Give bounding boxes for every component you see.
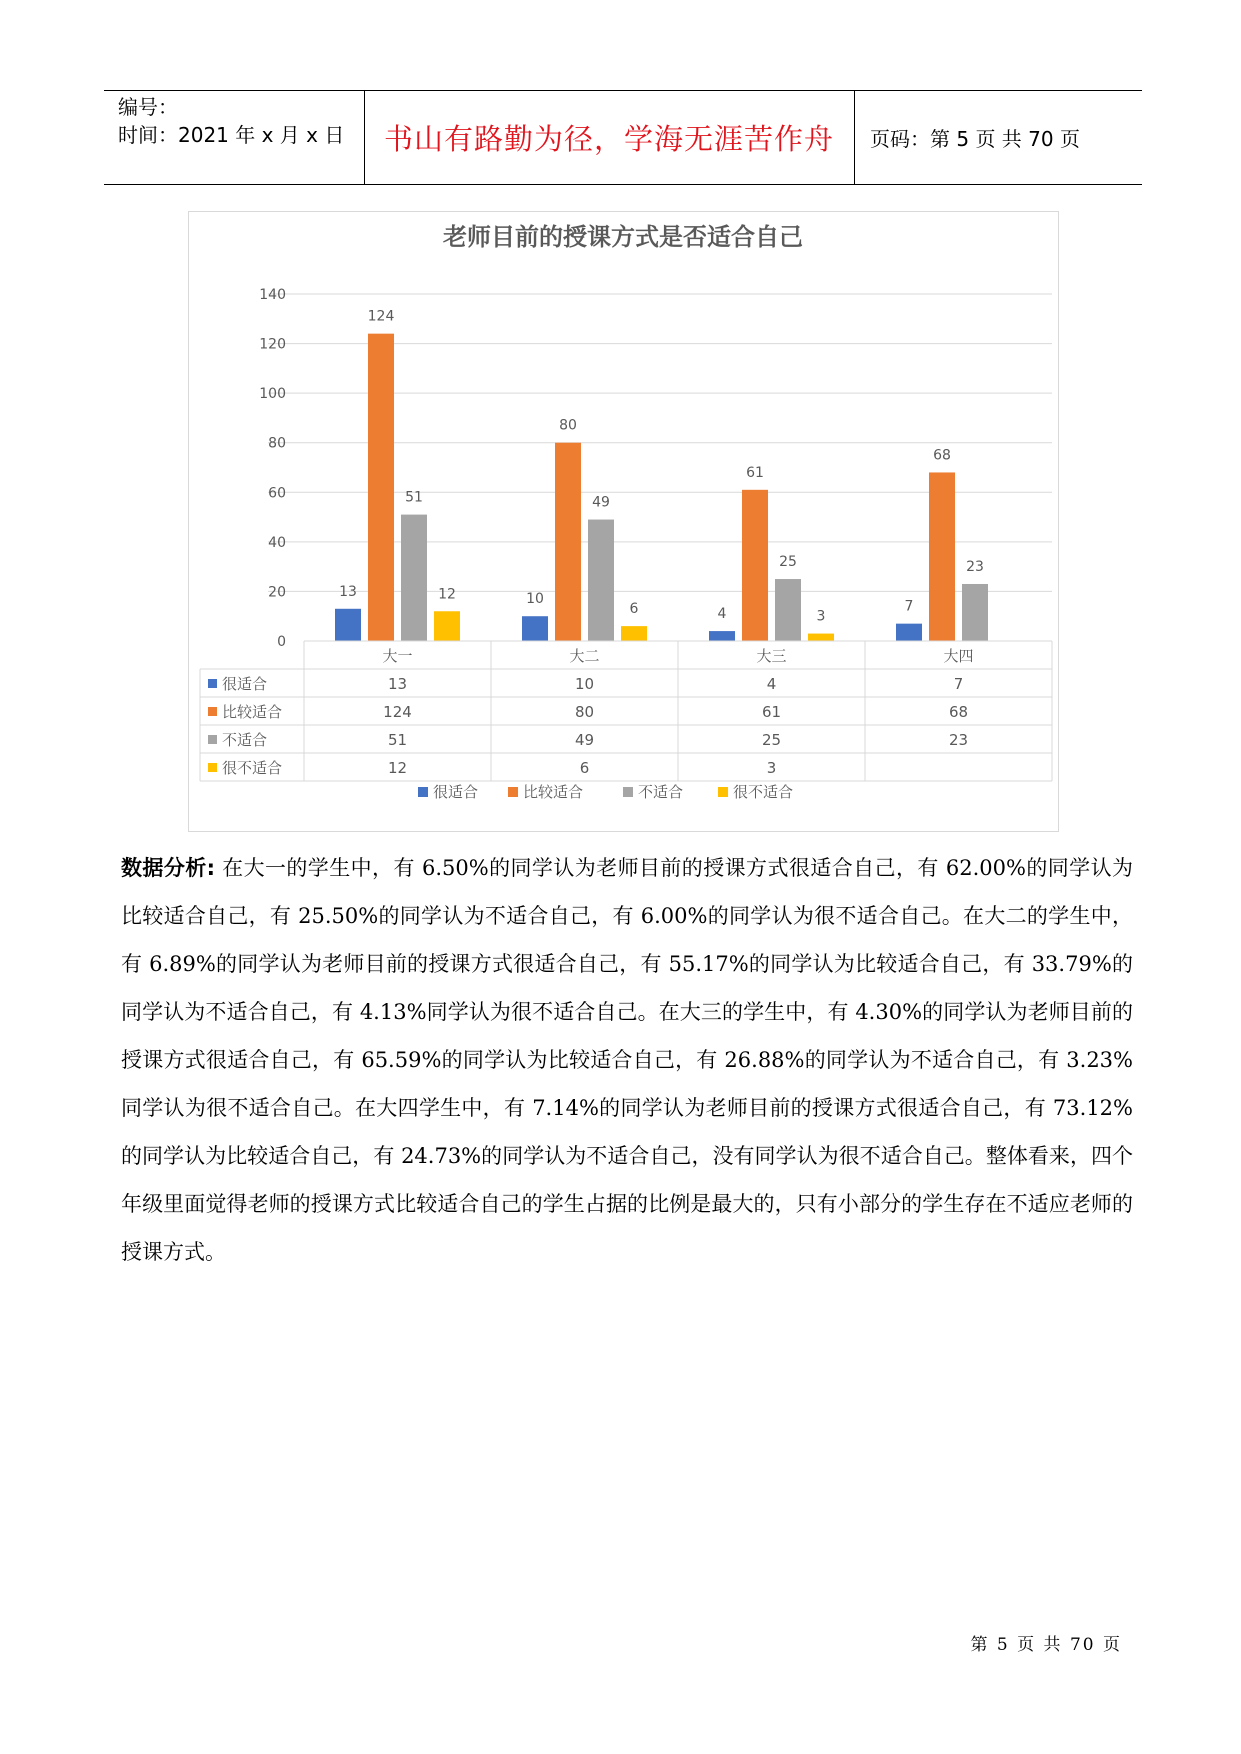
legend-label: 比较适合 [523, 783, 584, 801]
category-label: 大三 [756, 647, 787, 665]
table-cell-value: 6 [579, 759, 590, 777]
data-label: 25 [779, 554, 797, 571]
bar [522, 616, 548, 641]
legend-label: 很适合 [433, 783, 479, 801]
data-label: 80 [559, 417, 577, 434]
data-label: 3 [816, 608, 826, 625]
header-motto: 书山有路勤为径，学海无涯苦作舟 [383, 122, 834, 156]
data-label: 13 [339, 583, 357, 600]
table-series-label: 比较适合 [222, 703, 283, 721]
y-tick-label: 60 [268, 485, 286, 502]
table-cell-value: 4 [766, 675, 777, 693]
y-tick-label: 20 [268, 584, 286, 601]
bar [555, 443, 581, 641]
bar-chart [188, 211, 1059, 832]
legend-label: 很不适合 [733, 783, 794, 801]
legend-key [418, 787, 428, 797]
page-header [104, 90, 1142, 185]
bar [368, 334, 394, 641]
data-label: 10 [526, 591, 544, 608]
bar [742, 490, 768, 641]
data-label: 6 [629, 601, 639, 618]
table-legend-key [208, 707, 217, 716]
table-cell-value: 25 [761, 731, 782, 749]
analysis-paragraph [121, 844, 1133, 1276]
table-series-label: 不适合 [222, 731, 268, 749]
chart-frame [189, 212, 1059, 832]
category-label: 大四 [943, 647, 974, 665]
bar [808, 634, 834, 641]
legend-label: 不适合 [638, 783, 684, 801]
bar [335, 609, 361, 641]
table-cell-value: 3 [766, 759, 777, 777]
data-label: 51 [405, 489, 423, 506]
table-legend-key [208, 735, 217, 744]
bar [962, 584, 988, 641]
table-cell-value: 10 [574, 675, 595, 693]
data-label: 23 [966, 558, 984, 575]
table-legend-key [208, 763, 217, 772]
table-series-label: 很适合 [222, 675, 268, 693]
table-cell-value: 23 [948, 731, 969, 749]
data-label: 61 [746, 464, 764, 481]
chart-container [188, 211, 1059, 832]
analysis-text: 在大一的学生中，有 6.50%的同学认为老师目前的授课方式很适合自己，有 62.00%的同学认为比较适合自己，有 25.50%的同学认为不适合自己，有 6.00%的同学认为很不适合自己。在大二的学生中，有 6.89%的同学认为老师目前的授课方式很适合自己，有 55.17%的同学认为比较适合自己，有 33.79%的同学认为不适合自己，有 4.13%同学认为很不适合自己。在大三的学生中，有 4.30%的同学认为老师目前的授课方式很适合自己，有 65.59%的同学认为比较适合自己，有 26.88%的同学认为不适合自己，有 3.23%同学认为很不适合自己。在大四学生中，有 7.14%的同学认为老师目前的授课方式很适合自己，有 73.12%的同学认为比较适合自己，有 24.73%的同学认为不适合自己，没有同学认为很不适合自己。整体看来，四个年级里面觉得老师的授课方式比较适合自己的学生占据的比例是最大的，只有小部分的学生存在不适应老师的授课方式。 [121, 856, 1133, 1264]
y-tick-label: 140 [259, 287, 286, 303]
category-label: 大一 [382, 647, 413, 665]
chart-title: 老师目前的授课方式是否适合自己 [443, 223, 803, 251]
bar [896, 624, 922, 641]
data-label: 68 [933, 447, 951, 464]
y-tick-label: 120 [259, 336, 286, 353]
number-label: 编号： [118, 95, 178, 119]
bar [401, 515, 427, 641]
bar [775, 579, 801, 641]
bar [434, 611, 460, 641]
page-footer: 第 5 页 共 70 页 [970, 1635, 1122, 1655]
table-cell-value: 68 [948, 703, 969, 721]
table-series-label: 很不适合 [222, 759, 283, 777]
y-tick-label: 0 [277, 634, 286, 650]
header-divider [854, 91, 855, 184]
category-label: 大二 [569, 647, 600, 665]
data-label: 12 [438, 586, 456, 603]
data-label: 4 [717, 606, 727, 623]
y-tick-label: 80 [268, 435, 286, 452]
table-cell-value: 80 [574, 703, 595, 721]
table-cell-value: 51 [387, 731, 408, 749]
header-meta [118, 91, 363, 184]
table-cell-value: 61 [761, 703, 782, 721]
legend-key [718, 787, 728, 797]
analysis-lead: 数据分析: [121, 856, 216, 880]
data-label: 7 [904, 598, 914, 615]
table-cell-value: 12 [387, 759, 408, 777]
table-cell-value: 124 [383, 703, 412, 721]
legend-key [508, 787, 518, 797]
data-label: 124 [367, 308, 395, 325]
y-tick-label: 100 [259, 386, 286, 403]
bar [621, 626, 647, 641]
table-cell-value: 49 [574, 731, 595, 749]
y-tick-label: 40 [268, 534, 286, 551]
data-label: 49 [592, 494, 610, 511]
bar [709, 631, 735, 641]
table-legend-key [208, 679, 217, 688]
legend-key [623, 787, 633, 797]
bar [929, 472, 955, 641]
table-cell-value: 7 [953, 675, 964, 693]
table-cell-value: 13 [387, 675, 408, 693]
header-page-info: 页码：第 5 页 共 70 页 [870, 127, 1080, 151]
time-label: 时间：2021 年 x 月 x 日 [118, 123, 345, 147]
bar [588, 520, 614, 641]
